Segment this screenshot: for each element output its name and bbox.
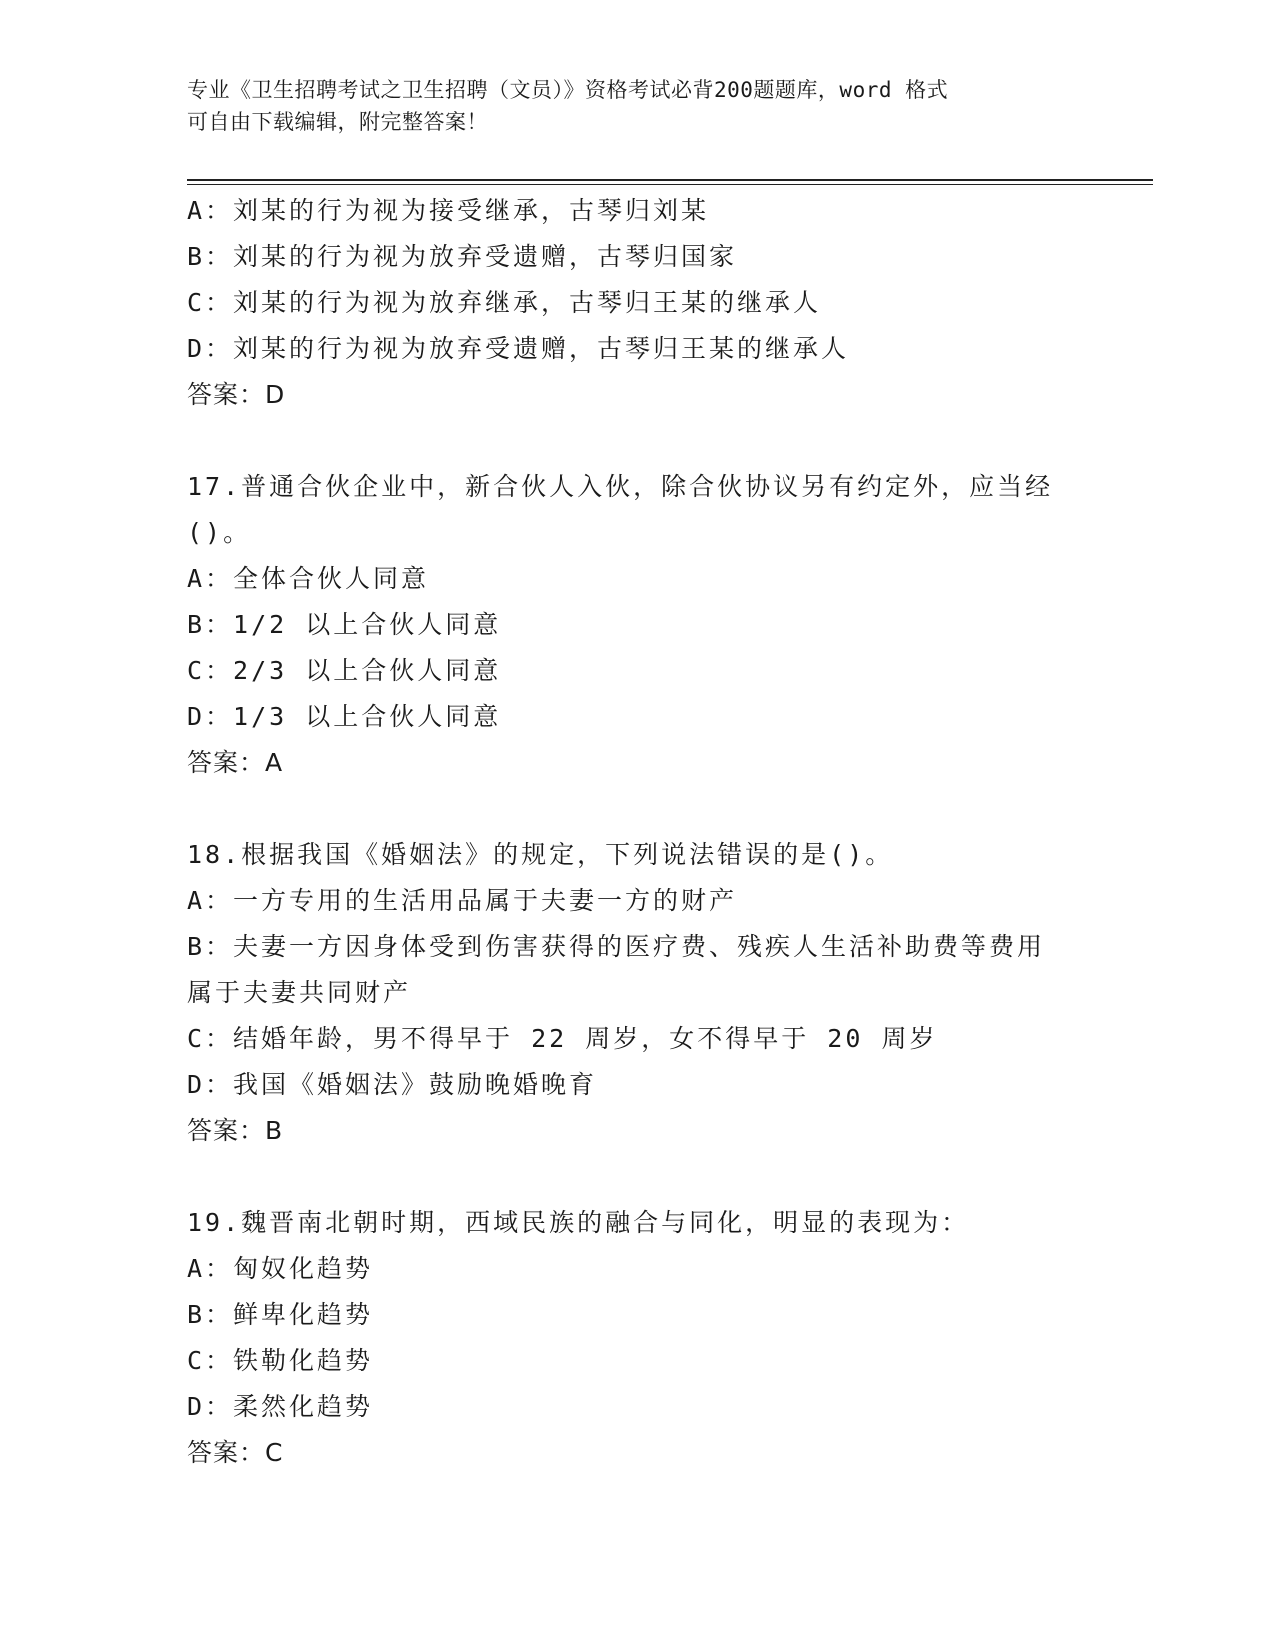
question-text-continued: ()。 — [187, 518, 252, 547]
question-text: 17.普通合伙企业中，新合伙人入伙，除合伙协议另有约定外，应当经 — [187, 472, 1054, 501]
document-header — [187, 74, 1067, 138]
option-a: A：匈奴化趋势 — [187, 1254, 374, 1283]
option-c: C：结婚年龄，男不得早于 22 周岁，女不得早于 20 周岁 — [187, 1024, 938, 1053]
header-line-2: 可自由下载编辑，附完整答案！ — [187, 110, 488, 134]
question-list — [187, 188, 1087, 1476]
answer: 答案：A — [187, 748, 284, 777]
answer: 答案：C — [187, 1438, 284, 1467]
question-text: 18.根据我国《婚姻法》的规定，下列说法错误的是()。 — [187, 840, 894, 869]
option-b-continued: 属于夫妻共同财产 — [187, 978, 412, 1007]
option-d: D：刘某的行为视为放弃受遗赠，古琴归王某的继承人 — [187, 334, 850, 363]
option-a: A：刘某的行为视为接受继承，古琴归刘某 — [187, 196, 710, 225]
answer: 答案：D — [187, 380, 286, 409]
question-17 — [187, 464, 1087, 786]
option-a: A：一方专用的生活用品属于夫妻一方的财产 — [187, 886, 738, 915]
option-d: D：我国《婚姻法》鼓励晚婚晚育 — [187, 1070, 598, 1099]
question-16 — [187, 188, 1087, 418]
question-text: 19.魏晋南北朝时期，西域民族的融合与同化，明显的表现为： — [187, 1208, 970, 1237]
header-line-1: 专业《卫生招聘考试之卫生招聘（文员）》资格考试必背200题题库，word 格式 — [187, 78, 949, 102]
option-d: D：柔然化趋势 — [187, 1392, 374, 1421]
header-divider-thin — [187, 184, 1153, 185]
option-b: B：夫妻一方因身体受到伤害获得的医疗费、残疾人生活补助费等费用 — [187, 932, 1046, 961]
spacer — [187, 786, 1087, 832]
spacer — [187, 1154, 1087, 1200]
header-divider-thick — [187, 179, 1153, 181]
question-18 — [187, 832, 1087, 1154]
option-b: B：鲜卑化趋势 — [187, 1300, 374, 1329]
option-c: C：2/3 以上合伙人同意 — [187, 656, 502, 685]
option-d: D：1/3 以上合伙人同意 — [187, 702, 502, 731]
answer: 答案：B — [187, 1116, 284, 1145]
question-19 — [187, 1200, 1087, 1476]
option-a: A：全体合伙人同意 — [187, 564, 430, 593]
spacer — [187, 418, 1087, 464]
option-b: B：1/2 以上合伙人同意 — [187, 610, 502, 639]
option-c: C：刘某的行为视为放弃继承，古琴归王某的继承人 — [187, 288, 822, 317]
option-c: C：铁勒化趋势 — [187, 1346, 374, 1375]
option-b: B：刘某的行为视为放弃受遗赠，古琴归国家 — [187, 242, 738, 271]
